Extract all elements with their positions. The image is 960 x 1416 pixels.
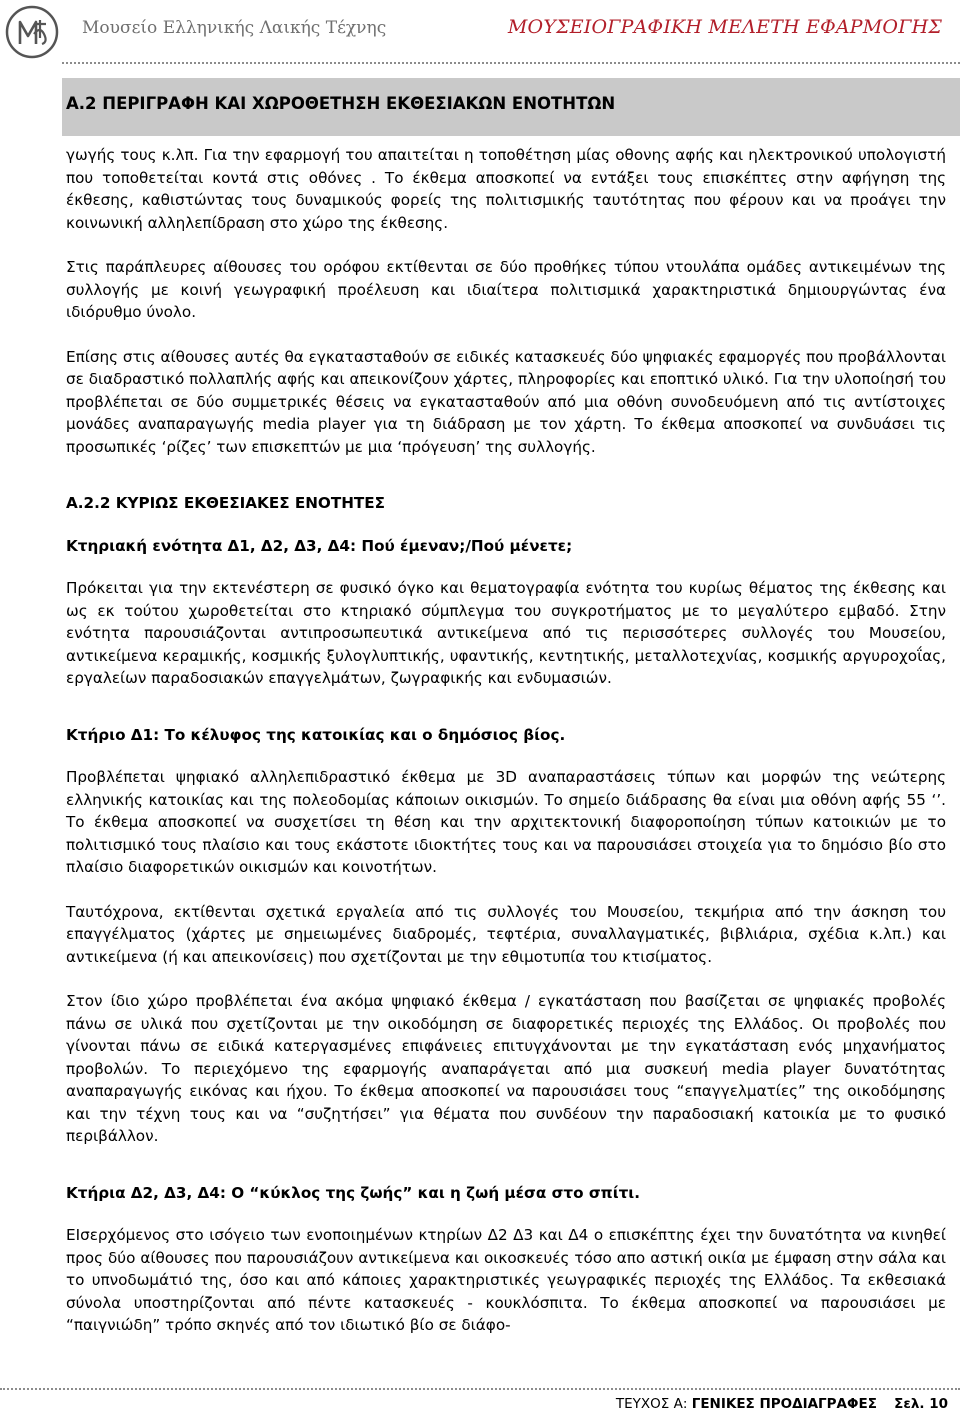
unit-heading: Κτηριακή ενότητα Δ1, Δ2, Δ3, Δ4: Πού έμεναν;/Πού μένετε; bbox=[66, 536, 573, 555]
section-heading: Α.2 ΠΕΡΙΓΡΑΦΗ ΚΑΙ ΧΩΡΟΘΕΤΗΣΗ ΕΚΘΕΣΙΑΚΩΝ ΕΝΟΤΗΤΩΝ bbox=[66, 94, 616, 113]
paragraph: Στις παράπλευρες αίθουσες του ορόφου εκτίθενται σε δύο προθήκες τύπου ντουλάπα ομάδες αντικειμένων της συλλογής με κοινή γεωγραφική προέλευση και ιδιαίτερα πολιτισμικά χαρακτηριστικά δημιουργώντας ένα ιδιόρυθμο ύνολο. bbox=[66, 258, 946, 321]
paragraph: Στον ίδιο χώρο προβλέπεται ένα ακόμα ψηφιακό έκθεμα / εγκατάσταση που βασίζεται σε ψηφιακές προβολές πάνω σε υλικά που σχετίζονται με την οικοδόμηση σε διαφορετικές περιοχές της Ελλάδος. Οι προβολές που γίνονται πάνω σε ειδικά κατεργασμένες επιφάνειες επιτυγχάνονται με την εγκατάσταση ενός μηχανήματος προβολών. Το περιεχόμενο της εφαρμογής αναπαράγεται από μια συσκευή media player δυνατότητας αναπαραγωγής εικόνας και ήχου. Το έκθεμα αποσκοπεί να παρουσιάσει τους “επαγγελματίες” της οικοδόμησης και την τέχνη τους και να “συζητήσει” για θέματα που συνδέουν την παραδοσιακή κατοικία με το φυσικό περιβάλλον. bbox=[66, 992, 946, 1145]
page-footer bbox=[616, 1396, 948, 1412]
museum-logo-icon bbox=[4, 4, 60, 60]
footer-divider bbox=[0, 1388, 960, 1390]
paragraph: γωγής τους κ.λπ. Για την εφαρμογή του απαιτείται η τοποθέτηση μίας οθονης αφής και ηλεκτρονικού υπολογιστή που τοποθετείται κοντά στις οθόνες . Το έκθεμα αποσκοπεί να εντάξει τους επισκέπτες στην αφήγηση της έκθεσης, καθιστώντας τους δυναμικούς φορείς της πολιτισμικής ταυτότητας που φέρουν και να προάγει την κοινωνική αλληλεπίδραση στο χώρο της έκθεσης. bbox=[66, 146, 946, 232]
footer-title: ΓΕΝΙΚΕΣ ΠΡΟΔΙΑΓΡΑΦΕΣ bbox=[691, 1396, 877, 1412]
document-series-title: ΜΟΥΣΕΙΟΓΡΑΦΙΚΗ ΜΕΛΕΤΗ ΕΦΑΡΜΟΓΗΣ bbox=[507, 16, 942, 38]
paragraph: Επίσης στις αίθουσες αυτές θα εγκατασταθούν σε ειδικές κατασκευές δύο ψηφιακές εφαμοργές που προβάλλονται σε διαδραστικό πολλαπλής αφής και απεικονίζουν χάρτες, πληροφορίες και εποπτικό υλικό. Για την υλοποίησή του προβλέπεται σε δύο συμμετρικές θέσεις να εγκατασταθούν από μια οθόνη συνοδευόμενη από τις αντίστοιχες μονάδες αναπαραγωγής media player για τη διάδραση με τον χάρτη. Το έκθεμα αποσκοπεί να συνδυάσει τις προσωπικές ‘ρίζες’ των επισκεπτών με μια ‘πρόγευση’ της συλλογής. bbox=[66, 347, 946, 456]
document-body bbox=[66, 144, 946, 1337]
page-number: Σελ. 10 bbox=[894, 1396, 948, 1412]
paragraph: Ταυτόχρονα, εκτίθενται σχετικά εργαλεία από τις συλλογές του Μουσείου, τεκμήρια από την άσκηση του επαγγέλματος (χάρτες με σημειωμένες διαδρομές, τεφτέρια, συναλλαγματικές, βιβλιάρια, σχέδια κ.λπ.) και αντικείμενα (ή και απεικονίσεις) που σχετίζονται με την εθιμοτυπία του κτισίματος. bbox=[66, 902, 946, 966]
header-divider bbox=[62, 62, 960, 64]
unit-heading: Κτήριο Δ1: Το κέλυφος της κατοικίας και ο δημόσιος βίος. bbox=[66, 725, 566, 744]
footer-prefix: ΤΕΥΧΟΣ Α: bbox=[615, 1396, 688, 1412]
museum-name: Μουσείο Ελληνικής Λαικής Τέχνης bbox=[82, 18, 387, 38]
section-heading-band bbox=[62, 78, 960, 136]
paragraph: Προβλέπεται ψηφιακό αλληλεπιδραστικό έκθεμα με 3D αναπαραστάσεις τύπων και μορφών της νεώτερης ελληνικής κατοικίας και της πολεοδομίας κάποιων οικισμών. Το σημείο διάδρασης θα είναι μια οθόνη αφής 55 ‘’. Το έκθεμα αποσκοπεί να συσχετίσει τη θέση και την αρχιτεκτονική διαφοροποίηση τύπων κατοικιών με το πολιτισμικό τους πλαίσιο και τους εκάστοτε ιδιοκτήτες τους και να παρουσιάσει στοιχεία για το δημόσιο βίο στο πλαίσιο διαφορετικών οικισμών και κοινοτήτων. bbox=[66, 768, 946, 876]
unit-heading: Κτήρια Δ2, Δ3, Δ4: Ο “κύκλος της ζωής” και η ζωή μέσα στο σπίτι. bbox=[66, 1183, 640, 1202]
page-header bbox=[0, 0, 960, 64]
subsection-heading: Α.2.2 ΚΥΡΙΩΣ ΕΚΘΕΣΙΑΚΕΣ ΕΝΟΤΗΤΕΣ bbox=[66, 494, 386, 512]
paragraph: ΕΙσερχόμενος στο ισόγειο των ενοποιημένων κτηρίων Δ2 Δ3 και Δ4 ο επισκέπτης έχει την δυνατότητα να κινηθεί προς δύο αίθουσες που παρουσιάζουν αντικείμενα και οικοσκευές τόσο απο αστική οικία με έμφαση στην σάλα και το υπνοδωμάτιό της, όσο και από κάποιες χαρακτηριστικές γεωγραφικές περιοχές της Ελλάδος. Τα εκθεσιακά σύνολα υποστηρίζονται από πέντε κατασκευές - κουκλόσπιτα. Το έκθεμα αποσκοπεί να παρουσιάσει με “παιγνιώδη” τρόπο σκηνές από τον ιδιωτικό βίο σε διάφο- bbox=[66, 1226, 946, 1334]
paragraph: Πρόκειται για την εκτενέστερη σε φυσικό όγκο και θεματογραφία ενότητα του κυρίως θέματος της έκθεσης και ως εκ τούτου χωροθετείται στο κτηριακό σύμπλεγμα του συγκροτήματος με το μεγαλύτερο εμβαδό. Στην ενότητα παρουσιάζονται αντιπροσωπευτικά αντικείμενα από τις περισσότερες συλλογές του Μουσείου, αντικείμενα κεραμικής, κοσμικής ξυλογλυπτικής, υφαντικής, κεντητικής, μεταλλοτεχνίας, κοσμικής αργυροχοΐας, εργαλείων παραδοσιακών επαγγελμάτων, ζωγραφικής και ενδυμασιών. bbox=[66, 579, 946, 687]
